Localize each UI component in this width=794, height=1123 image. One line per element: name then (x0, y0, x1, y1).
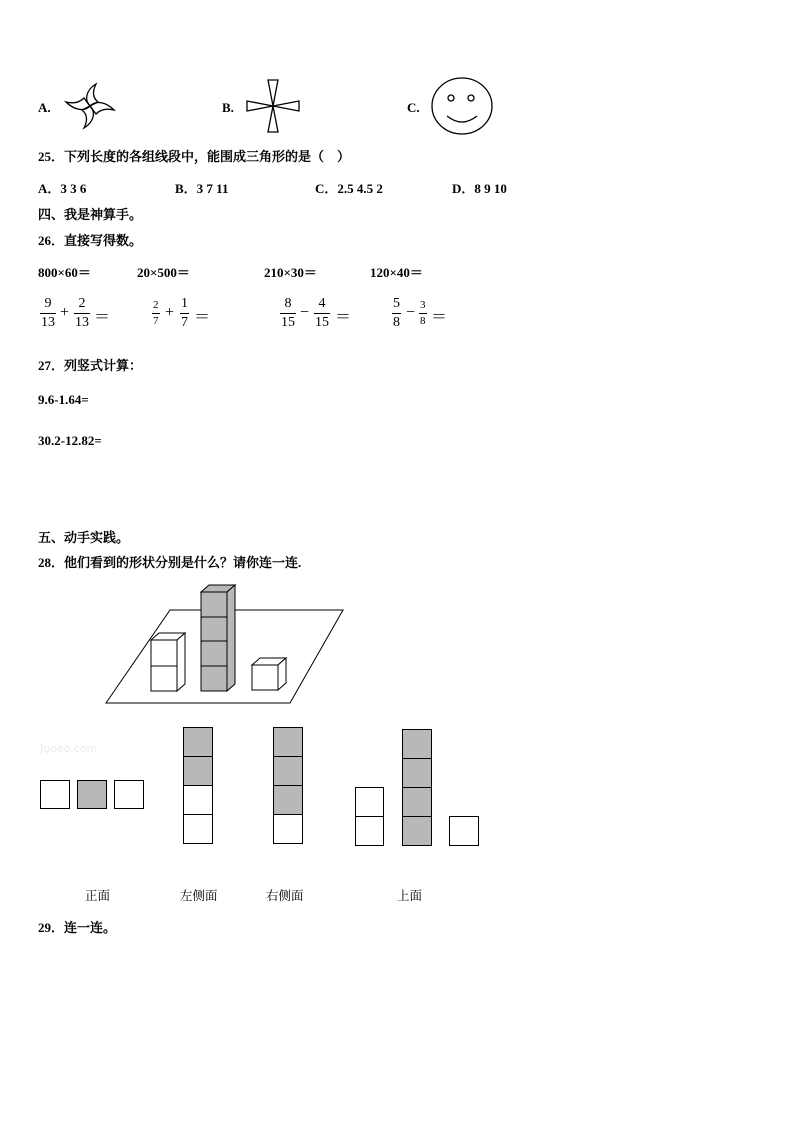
square-white (355, 816, 384, 846)
denominator: 8 (420, 315, 426, 327)
q26-calc-2: 20×500＝ (137, 265, 190, 280)
pinwheel-icon (62, 80, 118, 132)
square-white (114, 780, 144, 809)
denominator: 13 (75, 315, 89, 330)
square-gray (402, 758, 432, 788)
denominator: 13 (41, 315, 55, 330)
square-white (273, 814, 303, 844)
q28-question: 28．他们看到的形状分别是什么？请你连一连. (38, 555, 302, 570)
label-right-side[interactable]: 右侧面 (266, 888, 304, 903)
label-left-side[interactable]: 左侧面 (180, 888, 218, 903)
numerator: 2 (153, 299, 159, 311)
fraction (180, 297, 189, 330)
q27-question: 27．列竖式计算： (38, 358, 143, 373)
cross-arrows-icon (244, 78, 302, 134)
q29-question: 29．连一连。 (38, 920, 117, 935)
minus-sign: − (406, 304, 416, 321)
square-gray (273, 727, 303, 757)
q27-item-2: 30.2-12.82= (38, 433, 102, 448)
plus-sign: + (60, 304, 70, 321)
denominator: 7 (153, 315, 159, 327)
cube-arrangement-figure (100, 580, 350, 710)
square-gray (402, 787, 432, 817)
smiley-face-icon (429, 76, 495, 136)
option-c-label: C. (407, 100, 420, 115)
fraction (74, 297, 90, 330)
q25-option-d: D．8 9 10 (452, 181, 507, 196)
q26-calc-1: 800×60＝ (38, 265, 91, 280)
denominator: 15 (281, 315, 295, 330)
minus-sign: − (300, 304, 310, 321)
q26-calc-3: 210×30＝ (264, 265, 317, 280)
denominator: 7 (181, 315, 188, 330)
option-b-label: B. (222, 100, 234, 115)
numerator: 2 (78, 296, 86, 311)
fraction (152, 300, 160, 327)
equals-sign: ＝ (194, 309, 211, 326)
fraction (392, 297, 401, 330)
square-gray (273, 785, 303, 815)
equals-sign: ＝ (431, 309, 448, 326)
q25-option-c: C．2.5 4.5 2 (315, 181, 383, 196)
q26-question: 26．直接写得数。 (38, 233, 143, 248)
fraction (314, 297, 330, 330)
square-gray (183, 756, 213, 786)
numerator: 1 (181, 296, 188, 311)
numerator: 5 (393, 296, 400, 311)
q26-calc-4: 120×40＝ (370, 265, 423, 280)
square-white (183, 785, 213, 815)
equals-sign: ＝ (94, 309, 111, 326)
watermark-text: Jgoeo.com (40, 742, 98, 755)
fraction (40, 297, 56, 330)
q25-option-a: A．3 3 6 (38, 181, 87, 196)
square-gray (402, 729, 432, 759)
fraction (419, 300, 427, 327)
square-gray (183, 727, 213, 757)
option-a-label: A. (38, 100, 51, 115)
label-front[interactable]: 正面 (85, 888, 111, 903)
numerator: 8 (284, 296, 292, 311)
numerator: 4 (318, 296, 326, 311)
numerator: 3 (420, 299, 426, 311)
square-white (40, 780, 70, 809)
square-white (449, 816, 479, 846)
denominator: 8 (393, 315, 400, 330)
q27-item-1: 9.6-1.64= (38, 392, 89, 407)
square-white (355, 787, 384, 817)
fraction (280, 297, 296, 330)
section-4-heading: 四、我是神算手。 (38, 207, 143, 222)
section-5-heading: 五、动手实践。 (38, 530, 130, 545)
square-gray (402, 816, 432, 846)
denominator: 15 (315, 315, 329, 330)
square-gray (77, 780, 107, 809)
q25-option-b: B．3 7 11 (175, 181, 229, 196)
numerator: 9 (44, 296, 52, 311)
plus-sign: + (165, 304, 175, 321)
square-white (183, 814, 213, 844)
label-top[interactable]: 上面 (397, 888, 423, 903)
q25-question: 25．下列长度的各组线段中，能围成三角形的是（ ） (38, 149, 351, 164)
equals-sign: ＝ (335, 309, 352, 326)
square-gray (273, 756, 303, 786)
